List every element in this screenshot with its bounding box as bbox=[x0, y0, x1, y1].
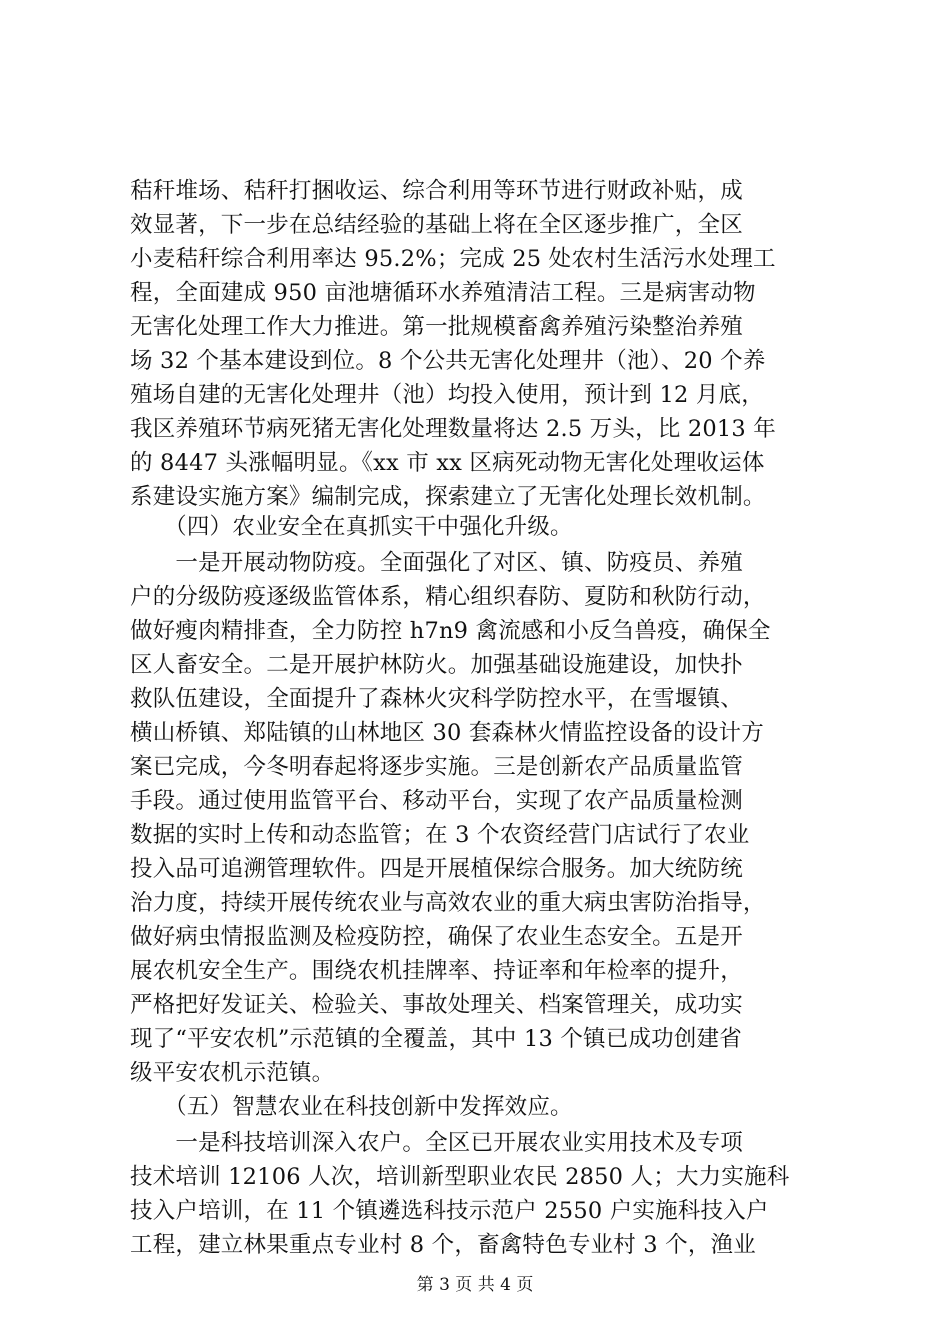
text-line: 的 8447 头涨幅明显。《xx 市 xx 区病死动物无害化处理收运体 bbox=[130, 450, 765, 476]
text-line: 区人畜安全。二是开展护林防火。加强基础设施建设，加快扑 bbox=[130, 652, 743, 678]
text-line: 做好瘦肉精排查，全力防控 h7n9 禽流感和小反刍兽疫，确保全 bbox=[130, 618, 771, 644]
text-line: 殖场自建的无害化处理井（池）均投入使用，预计到 12 月底， bbox=[130, 382, 764, 408]
text-line: 我区养殖环节病死猪无害化处理数量将达 2.5 万头，比 2013 年 bbox=[130, 416, 776, 442]
text-line: 救队伍建设，全面提升了森林火灾科学防控水平，在雪堰镇、 bbox=[130, 686, 743, 712]
text-line: 严格把好发证关、检验关、事故处理关、档案管理关，成功实 bbox=[130, 992, 743, 1018]
text-line: 系建设实施方案》编制完成，探索建立了无害化处理长效机制。 bbox=[130, 484, 766, 510]
text-line: 数据的实时上传和动态监管；在 3 个农资经营门店试行了农业 bbox=[130, 822, 750, 848]
text-line: 现了“平安农机”示范镇的全覆盖，其中 13 个镇已成功创建省 bbox=[130, 1026, 742, 1052]
text-line: 技入户培训，在 11 个镇遴选科技示范户 2550 户实施科技入户 bbox=[130, 1198, 769, 1224]
text-line: 一是开展动物防疫。全面强化了对区、镇、防疫员、养殖 bbox=[130, 550, 743, 576]
text-line: 手段。通过使用监管平台、移动平台，实现了农产品质量检测 bbox=[130, 788, 743, 814]
text-line: 无害化处理工作大力推进。第一批规模畜禽养殖污染整治养殖 bbox=[130, 314, 743, 340]
text-line: 工程，建立林果重点专业村 8 个，畜禽特色专业村 3 个，渔业 bbox=[130, 1232, 756, 1258]
text-line: 小麦秸秆综合利用率达 95.2%；完成 25 处农村生活污水处理工 bbox=[130, 246, 776, 272]
text-line: 场 32 个基本建设到位。8 个公共无害化处理井（池）、20 个养 bbox=[130, 348, 766, 374]
text-line: 案已完成，今冬明春起将逐步实施。三是创新农产品质量监管 bbox=[130, 754, 743, 780]
text-line: 一是科技培训深入农户。全区已开展农业实用技术及专项 bbox=[130, 1130, 743, 1156]
text-line: 户的分级防疫逐级监管体系，精心组织春防、夏防和秋防行动， bbox=[130, 584, 766, 610]
text-line: 展农机安全生产。围绕农机挂牌率、持证率和年检率的提升， bbox=[130, 958, 743, 984]
heading-line: （五）智慧农业在科技创新中发挥效应。 bbox=[130, 1094, 573, 1120]
text-line: 做好病虫情报监测及检疫防控，确保了农业生态安全。五是开 bbox=[130, 924, 743, 950]
heading-line: （四）农业安全在真抓实干中强化升级。 bbox=[130, 514, 573, 540]
page-number-footer: 第 3 页 共 4 页 bbox=[416, 1275, 534, 1295]
text-line: 投入品可追溯管理软件。四是开展植保综合服务。加大统防统 bbox=[130, 856, 743, 882]
text-line: 横山桥镇、郑陆镇的山林地区 30 套森林火情监控设备的设计方 bbox=[130, 720, 764, 746]
text-line: 程，全面建成 950 亩池塘循环水养殖清洁工程。三是病害动物 bbox=[130, 280, 756, 306]
text-line: 秸秆堆场、秸秆打捆收运、综合利用等环节进行财政补贴，成 bbox=[130, 178, 743, 204]
text-line: 效显著，下一步在总结经验的基础上将在全区逐步推广，全区 bbox=[130, 212, 743, 238]
text-line: 技术培训 12106 人次，培训新型职业农民 2850 人；大力实施科 bbox=[130, 1164, 790, 1190]
text-line: 级平安农机示范镇。 bbox=[130, 1060, 335, 1086]
text-line: 治力度，持续开展传统农业与高效农业的重大病虫害防治指导， bbox=[130, 890, 766, 916]
